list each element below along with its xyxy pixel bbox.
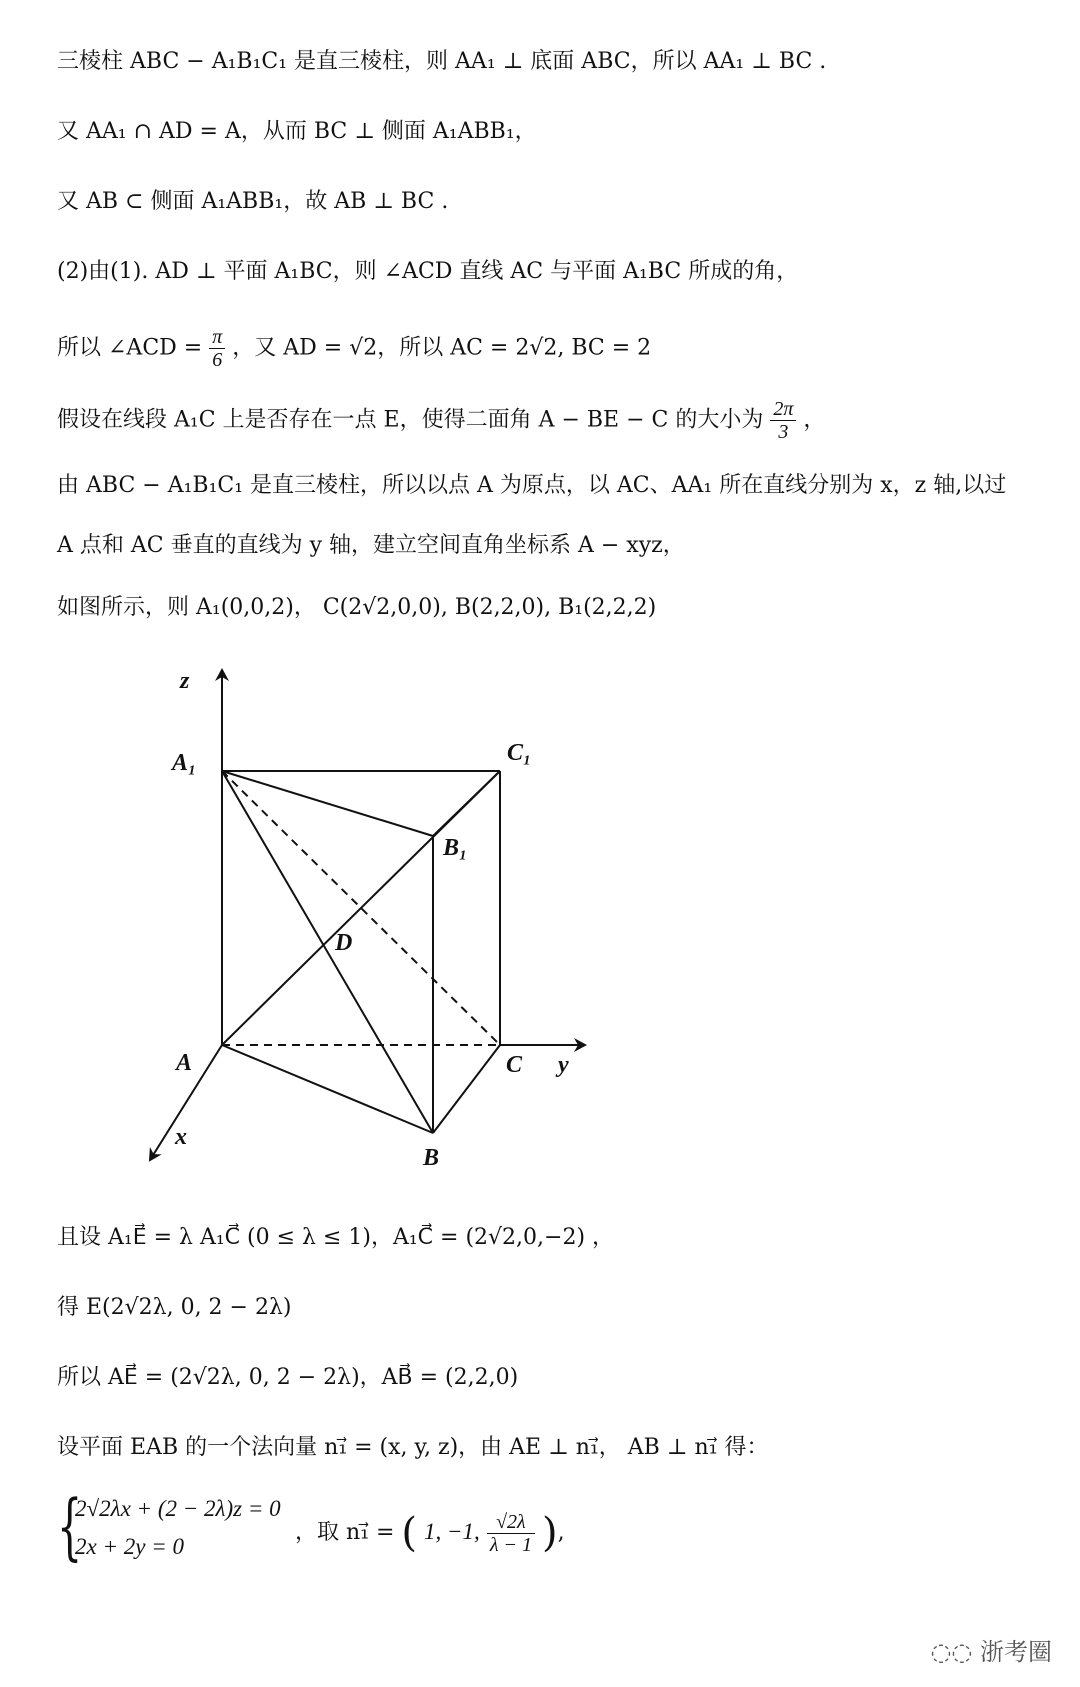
equation-system xyxy=(57,1484,597,1580)
text-line: 又 AB ⊂ 侧面 A₁ABB₁，故 AB ⊥ BC . xyxy=(57,189,449,214)
label-d: D xyxy=(335,930,353,956)
text-line: A 点和 AC 垂直的直线为 y 轴，建立空间直角坐标系 A − xyz， xyxy=(57,533,685,558)
fraction-denominator: 6 xyxy=(212,349,223,371)
prism-figure xyxy=(130,660,610,1180)
fraction-2pi-3 xyxy=(770,398,796,443)
text-segment: ，又 AD = √2，所以 AC = 2√2, BC = 2 xyxy=(232,335,652,361)
edge-b-c xyxy=(433,1045,500,1133)
take-label: ，取 n₁⃗ = xyxy=(295,1520,395,1545)
watermark-logo xyxy=(930,1632,1052,1667)
label-b1: B₁ xyxy=(443,835,468,861)
fraction-numerator: 2π xyxy=(770,398,796,421)
equation-1: 2√2λx + (2 − 2λ)z = 0 xyxy=(75,1496,281,1521)
normal-vector-choice xyxy=(295,1510,565,1556)
text-line: 如图所示，则 A₁(0,0,2)， C(2√2,0,0), B(2,2,0), B₁(2,2,2) xyxy=(57,595,657,620)
tail-comma: , xyxy=(557,1520,565,1545)
watermark-text: 浙考圈 xyxy=(980,1638,1052,1666)
fraction-numerator: √2λ xyxy=(487,1511,535,1534)
text-segment: ， xyxy=(803,407,826,433)
text-segment: 所以 ∠ACD = xyxy=(57,335,203,361)
text-line xyxy=(57,398,825,443)
fraction-denominator: 3 xyxy=(778,421,789,443)
label-a1: A₁ xyxy=(172,750,197,776)
text-line: 得 E(2√2λ, 0, 2 − 2λ) xyxy=(57,1295,292,1320)
fraction-pi-6 xyxy=(209,326,225,371)
label-a: A xyxy=(176,1050,193,1076)
text-line xyxy=(57,326,651,371)
n1-components: 1, −1, xyxy=(424,1519,480,1544)
equation-2: 2x + 2y = 0 xyxy=(75,1534,184,1559)
left-brace: { xyxy=(57,1484,83,1568)
label-x: x xyxy=(175,1124,187,1150)
text-line: 又 AA₁ ∩ AD = A，从而 BC ⊥ 侧面 A₁ABB₁， xyxy=(57,119,537,144)
paren-close: ) xyxy=(541,1510,558,1556)
text-line: 且设 A₁E⃗ = λ A₁C⃗ (0 ≤ λ ≤ 1)，A₁C⃗ = (2√2,0,−2) ， xyxy=(57,1225,615,1250)
label-c1: C₁ xyxy=(507,740,532,766)
paren-open: ( xyxy=(401,1510,418,1556)
text-line: 由 ABC − A₁B₁C₁ 是直三棱柱，所以以点 A 为原点，以 AC、AA₁ 所在直线分别为 x，z 轴,以过 xyxy=(57,473,1007,498)
fraction-n1-third xyxy=(487,1511,535,1556)
fraction-numerator: π xyxy=(209,326,225,349)
text-line: (2)由(1). AD ⊥ 平面 A₁BC，则 ∠ACD 直线 AC 与平面 A₁BC 所成的角， xyxy=(57,259,799,284)
label-c: C xyxy=(506,1052,523,1078)
label-b: B xyxy=(423,1145,440,1171)
text-line: 设平面 EAB 的一个法向量 n₁⃗ = (x, y, z)，由 AE ⊥ n₁⃗， AB ⊥ n₁⃗ 得： xyxy=(57,1435,769,1460)
text-line: 所以 AE⃗ = (2√2λ, 0, 2 − 2λ)，AB⃗ = (2,2,0) xyxy=(57,1365,519,1390)
label-z: z xyxy=(180,668,190,694)
edge-a-b xyxy=(222,1045,433,1133)
text-line: 三棱柱 ABC − A₁B₁C₁ 是直三棱柱，则 AA₁ ⊥ 底面 ABC，所以 AA₁ ⊥ BC . xyxy=(57,49,827,74)
wechat-icon: ◌◌ xyxy=(930,1638,980,1666)
text-segment: 假设在线段 A₁C 上是否存在一点 E，使得二面角 A − BE − C 的大小为 xyxy=(57,407,764,433)
fraction-denominator: λ − 1 xyxy=(489,1533,532,1556)
label-y: y xyxy=(558,1052,569,1078)
